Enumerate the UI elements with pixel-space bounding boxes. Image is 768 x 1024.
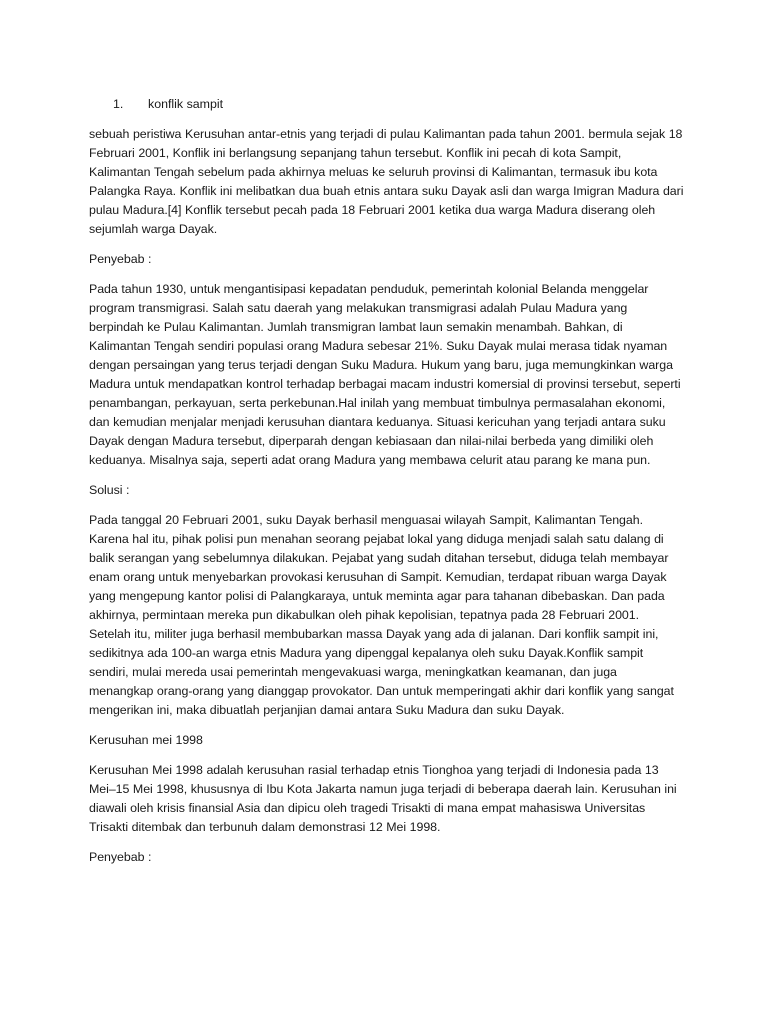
heading-text: konflik sampit <box>148 97 224 111</box>
section2-cause-label: Penyebab : <box>89 850 152 864</box>
cause-paragraph: Pada tahun 1930, untuk mengantisipasi kepadatan penduduk, pemerintah kolonial Belanda menggelar program transmigrasi. Salah satu daerah yang melakukan transmigrasi adalah Pulau Madura yang berpindah ke Pulau Kalimantan. Jumlah transmigran lambat laun semakin menambah. Bahkan, di Kalimantan Tengah sendiri populasi orang Madura sebesar 21%. Suku Dayak mulai merasa tidak nyaman dengan persaingan yang terus terjadi dengan Suku Madura. Hukum yang baru, juga memungkinkan warga Madura untuk mendapatkan kontrol terhadap berbagai macam industri komersial di provinsi tersebut, seperti penambangan, perkayuan, serta perkebunan.Hal inilah yang membuat timbulnya permasalahan ekonomi, dan kemudian menjalar menjadi kerusuhan diantara keduanya. Situasi kericuhan yang terjadi antara suku Dayak dengan Madura tersebut, diperparah dengan kebiasaan dan nilai-nilai berbeda yang dimiliki oleh keduanya. Misalnya saja, seperti adat orang Madura yang membawa celurit atau parang ke mana pun. <box>89 282 681 467</box>
solution-paragraph: Pada tanggal 20 Februari 2001, suku Dayak berhasil menguasai wilayah Sampit, Kalimantan Tengah. Karena hal itu, pihak polisi pun menahan seorang pejabat lokal yang diduga menjadi salah satu dalang di balik serangan yang sebelumnya dilakukan. Pejabat yang sudah ditahan tersebut, diduga telah membayar enam orang untuk menyebarkan provokasi kerusuhan di Sampit. Kemudian, terdapat ribuan warga Dayak yang mengepung kantor polisi di Palangkaraya, untuk meminta agar para tahanan dibebaskan. Dan pada akhirnya, permintaan mereka pun dikabulkan oleh pihak kepolisian, tepatnya pada 28 Februari 2001. Setelah itu, militer juga berhasil membubarkan massa Dayak yang ada di jalanan. Dari konflik sampit ini, sedikitnya ada 100-an warga etnis Madura yang dipenggal kepalanya oleh suku Dayak.Konflik sampit sendiri, mulai mereda usai pemerintah mengevakuasi warga, meningkatkan keamanan, dan juga menangkap orang-orang yang dianggap provokator. Dan untuk memperingati akhir dari konflik yang sangat mengerikan ini, maka dibuatlah perjanjian damai antara Suku Madura dan suku Dayak. <box>89 513 674 717</box>
section2-heading: Kerusuhan mei 1998 <box>89 733 203 747</box>
solution-label: Solusi : <box>89 483 130 497</box>
section2-paragraph: Kerusuhan Mei 1998 adalah kerusuhan rasial terhadap etnis Tionghoa yang terjadi di Indonesia pada 13 Mei–15 Mei 1998, khususnya di Ibu Kota Jakarta namun juga terjadi di beberapa daerah lain. Kerusuhan ini diawali oleh krisis finansial Asia dan dipicu oleh tragedi Trisakti di mana empat mahasiswa Universitas Trisakti ditembak dan terbunuh dalam demonstrasi 12 Mei 1998. <box>89 763 677 834</box>
list-number: 1. <box>113 97 124 111</box>
numbered-heading <box>89 95 684 114</box>
cause-label: Penyebab : <box>89 252 152 266</box>
intro-paragraph: sebuah peristiwa Kerusuhan antar-etnis yang terjadi di pulau Kalimantan pada tahun 2001. bermula sejak 18 Februari 2001, Konflik ini berlangsung sepanjang tahun tersebut. Konflik ini pecah di kota Sampit, Kalimantan Tengah sebelum pada akhirnya meluas ke seluruh provinsi di Kalimantan, termasuk ibu kota Palangka Raya. Konflik ini melibatkan dua buah etnis antara suku Dayak asli dan warga Imigran Madura dari pulau Madura.[4] Konflik tersebut pecah pada 18 Februari 2001 ketika dua warga Madura diserang oleh sejumlah warga Dayak. <box>89 127 684 236</box>
